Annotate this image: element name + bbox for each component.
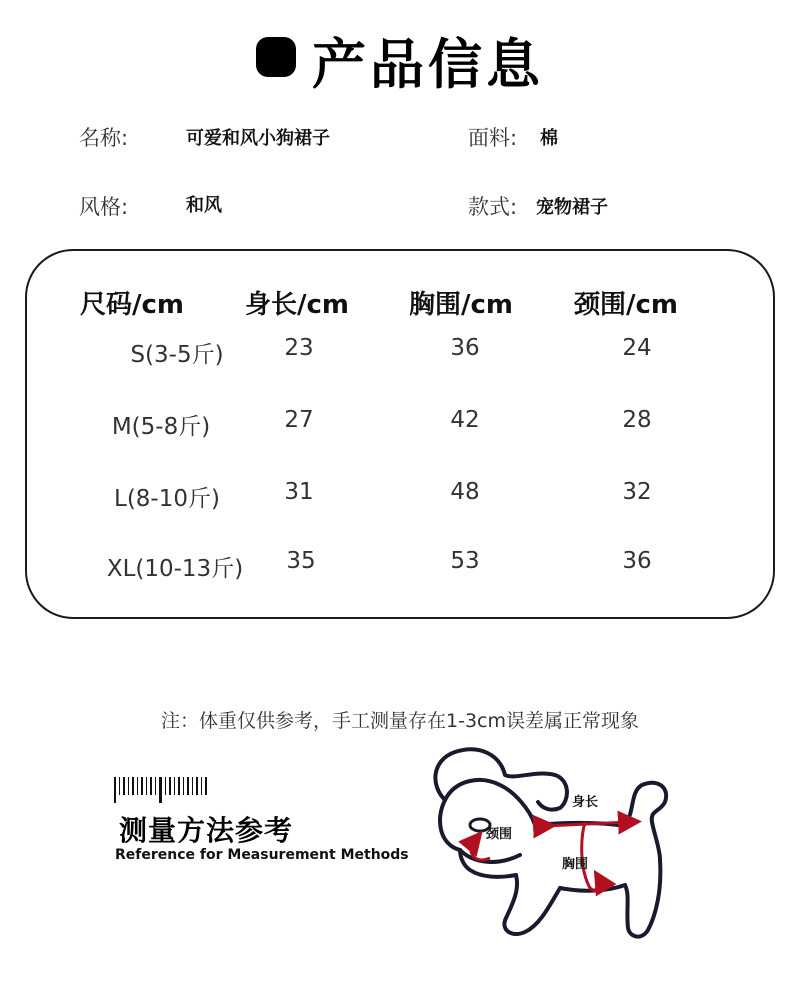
method-title: 测量方法参考: [119, 814, 294, 847]
type-value: 宠物裙子: [536, 197, 608, 218]
row-s-size: S(3-5斤): [130, 342, 224, 368]
title-bullet-icon: [256, 37, 296, 77]
fabric-value: 棉: [540, 128, 558, 149]
neck-label: 颈围: [486, 827, 513, 842]
header-length: 身长/cm: [245, 290, 350, 320]
dog-measurement-diagram: [420, 730, 680, 950]
barcode-icon: [114, 777, 210, 807]
row-xl-length: 35: [286, 548, 316, 574]
weight-note: 注：体重仅供参考，手工测量存在1-3cm误差属正常现象: [161, 710, 639, 732]
style-value: 和风: [186, 195, 222, 216]
length-label: 身长: [572, 795, 599, 810]
row-xl-neck: 36: [622, 548, 652, 574]
title-text: 产品信息: [312, 33, 544, 96]
row-l-size: L(8-10斤): [114, 486, 220, 512]
name-label: 名称:: [79, 126, 129, 150]
row-s-neck: 24: [622, 335, 652, 361]
size-table: [25, 249, 775, 619]
row-l-neck: 32: [622, 479, 652, 505]
fabric-label: 面料:: [468, 126, 518, 150]
method-subtitle: Reference for Measurement Methods: [115, 847, 409, 863]
style-label: 风格:: [79, 195, 129, 219]
row-l-chest: 48: [450, 479, 480, 505]
row-m-chest: 42: [450, 407, 480, 433]
header-neck: 颈围/cm: [574, 290, 679, 320]
row-m-size: M(5-8斤): [111, 414, 211, 440]
chest-label: 胸围: [562, 857, 589, 872]
dog-outline: [435, 749, 666, 936]
row-m-neck: 28: [622, 407, 652, 433]
name-value: 可爱和风小狗裙子: [186, 128, 330, 149]
row-s-chest: 36: [450, 335, 480, 361]
header-chest: 胸围/cm: [409, 290, 514, 320]
row-s-length: 23: [284, 335, 314, 361]
page-title: [0, 22, 800, 99]
neck-arrow: [471, 840, 490, 860]
row-xl-size: XL(10-13斤): [106, 556, 244, 582]
header-size: 尺码/cm: [80, 290, 185, 320]
row-l-length: 31: [284, 479, 314, 505]
row-m-length: 27: [284, 407, 314, 433]
row-xl-chest: 53: [450, 548, 480, 574]
type-label: 款式:: [468, 195, 518, 219]
